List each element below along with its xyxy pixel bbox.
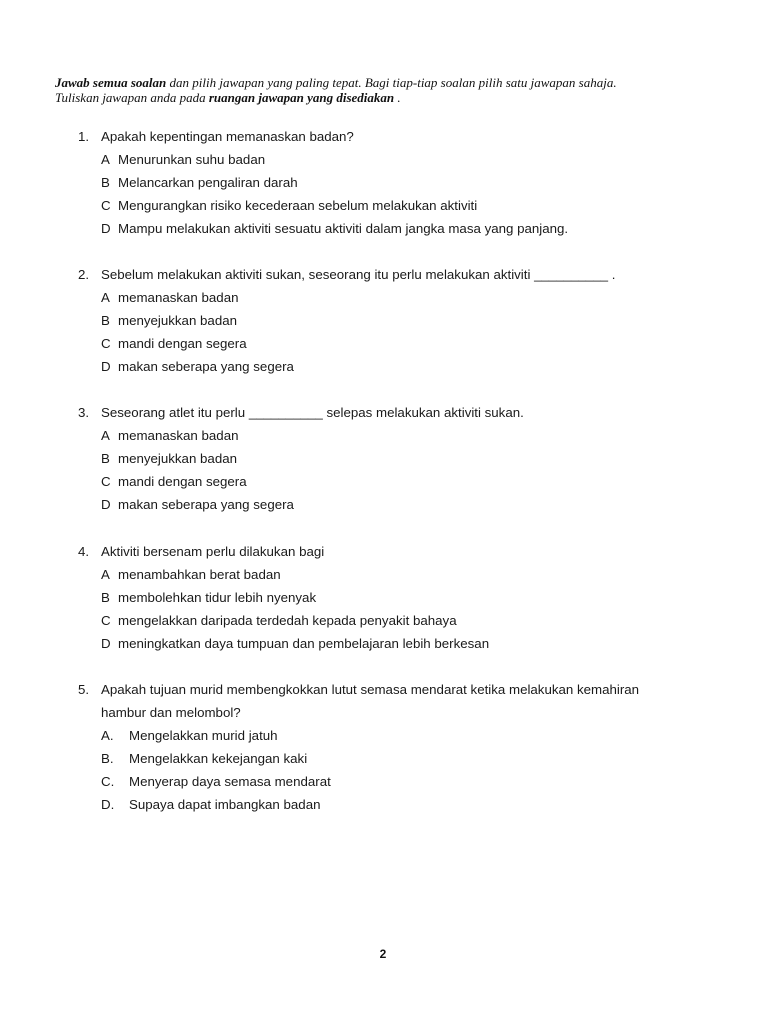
option-letter: A xyxy=(101,428,110,443)
instructions-text-1: dan pilih jawapan yang paling tepat. Bagi tiap-tiap soalan pilih satu jawapan sahaja. xyxy=(166,75,617,90)
option-b[interactable] xyxy=(78,309,718,332)
option-letter: D. xyxy=(101,797,115,812)
option-letter: D xyxy=(101,359,111,374)
question-text-continued: hambur dan melombol? xyxy=(101,705,241,720)
option-text: Melancarkan pengaliran darah xyxy=(118,175,298,190)
option-text: menambahkan berat badan xyxy=(118,567,281,582)
option-text: memanaskan badan xyxy=(118,428,239,443)
instructions-bold-1: Jawab semua soalan xyxy=(55,75,167,90)
option-letter: C xyxy=(101,336,111,351)
question-number: 5. xyxy=(78,682,90,697)
option-text: makan seberapa yang segera xyxy=(118,497,294,512)
option-b[interactable] xyxy=(78,747,718,770)
option-d[interactable] xyxy=(78,217,718,240)
option-text: Mengurangkan risiko kecederaan sebelum melakukan aktiviti xyxy=(118,198,478,213)
option-text: Mengelakkan murid jatuh xyxy=(129,728,278,743)
option-text: menyejukkan badan xyxy=(118,313,238,328)
option-d[interactable] xyxy=(78,632,718,655)
question-number: 1. xyxy=(78,129,90,144)
option-text: makan seberapa yang segera xyxy=(118,359,294,374)
option-letter: A xyxy=(101,290,110,305)
question-1 xyxy=(78,125,718,240)
option-letter: C xyxy=(101,613,111,628)
question-number: 2. xyxy=(78,267,90,282)
question-text: Seseorang atlet itu perlu __________ selepas melakukan aktiviti sukan. xyxy=(101,405,524,420)
option-a[interactable] xyxy=(78,563,718,586)
option-text: Mengelakkan kekejangan kaki xyxy=(129,751,308,766)
instructions-text-2: Tuliskan jawapan anda pada xyxy=(55,90,209,105)
instructions-bold-2: ruangan jawapan yang disediakan xyxy=(208,90,395,105)
option-text: meningkatkan daya tumpuan dan pembelajaran lebih berkesan xyxy=(118,636,490,651)
option-text: menyejukkan badan xyxy=(118,451,238,466)
option-c[interactable] xyxy=(78,470,718,493)
option-d[interactable] xyxy=(78,355,718,378)
question-text: Aktiviti bersenam perlu dilakukan bagi xyxy=(101,544,325,559)
option-text: Supaya dapat imbangkan badan xyxy=(129,797,321,812)
instructions-text-3: . xyxy=(394,90,401,105)
option-letter: A xyxy=(101,152,110,167)
option-letter: C xyxy=(101,474,111,489)
option-text: membolehkan tidur lebih nyenyak xyxy=(118,590,317,605)
option-a[interactable] xyxy=(78,424,718,447)
option-a[interactable] xyxy=(78,148,718,171)
question-text: Apakah kepentingan memanaskan badan? xyxy=(101,129,354,144)
option-letter: D xyxy=(101,636,111,651)
instructions xyxy=(55,75,735,105)
option-letter: C. xyxy=(101,774,115,789)
option-a[interactable] xyxy=(78,286,718,309)
option-text: Mampu melakukan aktiviti sesuatu aktiviti dalam jangka masa yang panjang. xyxy=(118,221,569,236)
question-4 xyxy=(78,540,718,655)
option-text: Menyerap daya semasa mendarat xyxy=(129,774,331,789)
option-letter: B xyxy=(101,175,110,190)
option-b[interactable] xyxy=(78,447,718,470)
option-text: mandi dengan segera xyxy=(118,336,247,351)
question-text: Sebelum melakukan aktiviti sukan, seseorang itu perlu melakukan aktiviti __________ . xyxy=(101,267,616,282)
option-d[interactable] xyxy=(78,493,718,516)
option-c[interactable] xyxy=(78,770,718,793)
option-b[interactable] xyxy=(78,171,718,194)
question-2 xyxy=(78,263,718,378)
option-letter: D xyxy=(101,497,111,512)
option-letter: B xyxy=(101,590,110,605)
question-3 xyxy=(78,401,718,516)
option-text: memanaskan badan xyxy=(118,290,239,305)
question-5 xyxy=(78,678,718,816)
question-number: 4. xyxy=(78,544,90,559)
option-c[interactable] xyxy=(78,609,718,632)
option-b[interactable] xyxy=(78,586,718,609)
question-number: 3. xyxy=(78,405,90,420)
question-text: Apakah tujuan murid membengkokkan lutut semasa mendarat ketika melakukan kemahiran xyxy=(101,682,640,697)
option-c[interactable] xyxy=(78,194,718,217)
option-letter: A xyxy=(101,567,110,582)
option-a[interactable] xyxy=(78,724,718,747)
option-letter: B xyxy=(101,451,110,466)
option-text: mandi dengan segera xyxy=(118,474,247,489)
option-text: mengelakkan daripada terdedah kepada penyakit bahaya xyxy=(118,613,457,628)
option-letter: D xyxy=(101,221,111,236)
page-number: 2 xyxy=(379,947,387,961)
option-letter: A. xyxy=(101,728,114,743)
option-d[interactable] xyxy=(78,793,718,816)
option-letter: B. xyxy=(101,751,114,766)
option-letter: B xyxy=(101,313,110,328)
option-letter: C xyxy=(101,198,111,213)
option-text: Menurunkan suhu badan xyxy=(118,152,266,167)
option-c[interactable] xyxy=(78,332,718,355)
